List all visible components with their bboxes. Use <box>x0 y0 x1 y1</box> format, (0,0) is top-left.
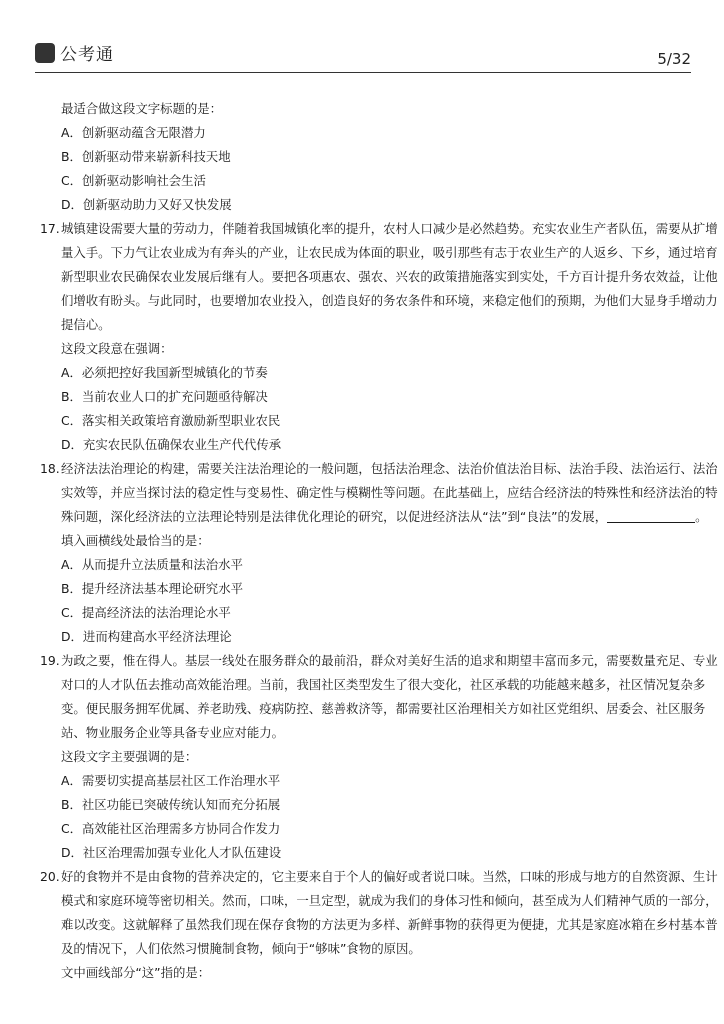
question-stem-line: 殊问题，深化经济法的立法理论特别是法律优化理论的研究，以促进经济法从“法”到“良法”的发展， 。 <box>61 509 708 524</box>
question-stem-line: 们增收有盼头。与此同时，也要增加农业投入，创造良好的务农条件和环境，来稳定他们的预期，为他们大显身手增动力 <box>61 293 718 308</box>
question-prompt: 这段文段意在强调： <box>61 341 173 356</box>
question-stem-line: 18.经济法法治理论的构建，需要关注法治理论的一般问题，包括法治理念、法治价值法治目标、法治手段、法治运行、法治 <box>40 457 690 481</box>
header-divider <box>35 72 691 73</box>
question-stem-line: 难以改变。这就解释了虽然我们现在保存食物的方法更为多样、新鲜事物的获得更为便捷，尤其是家庭冰箱在乡村基本普 <box>61 917 718 932</box>
question-stem-line: 新型职业农民确保农业发展后继有人。要把各项惠农、强农、兴农的政策措施落实到实处，千方百计提升务农效益，让他 <box>61 269 718 284</box>
brand-name: 公考通 <box>60 45 114 65</box>
option-b: B．社区功能已突破传统认知而充分拓展 <box>61 797 281 812</box>
question-stem-line: 对口的人才队伍去推动高效能治理。当前，我国社区类型发生了很大变化，社区承载的功能越来越多，社区情况复杂多 <box>61 677 706 692</box>
question-prompt: 这段文字主要强调的是： <box>61 749 198 764</box>
page-content <box>40 97 718 985</box>
question-prompt: 填入画横线处最恰当的是： <box>61 533 210 548</box>
question-stem-line: 模式和家庭环境等密切相关。然而，口味，一旦定型，就成为我们的身体习性和倾向，甚至成为人们精神气质的一部分， <box>61 893 718 908</box>
question-stem-line: 变。便民服务拥军优属、养老助残、疫病防控、慈善救济等，都需要社区治理相关方如社区党组织、居委会、社区服务 <box>61 701 706 716</box>
question-stem-line: 19.为政之要，惟在得人。基层一线处在服务群众的最前沿，群众对美好生活的追求和期望丰富而多元，需要数量充足、专业 <box>40 649 690 673</box>
option-a: A．从而提升立法质量和法治水平 <box>61 557 243 572</box>
question-stem-line: 及的情况下，人们依然习惯腌制食物，倾向于“够味”食物的原因。 <box>61 941 421 956</box>
option-d: D．进而构建高水平经济法理论 <box>61 629 232 644</box>
option-c: C．高效能社区治理需多方协同合作发力 <box>61 821 281 836</box>
question-number: 19. <box>40 653 60 668</box>
question-number: 18. <box>40 461 60 476</box>
option-a: A．需要切实提高基层社区工作治理水平 <box>61 773 281 788</box>
question-stem-line: 量入手。下力气让农业成为有奔头的产业，让农民成为体面的职业，吸引那些有志于农业生产的人返乡、下乡，通过培育 <box>61 245 718 260</box>
question-stem-line: 20.好的食物并不是由食物的营养决定的，它主要来自于个人的偏好或者说口味。当然，口味的形成与地方的自然资源、生计 <box>40 865 690 889</box>
question-stem-line: 17.城镇建设需要大量的劳动力，伴随着我国城镇化率的提升，农村人口减少是必然趋势。充实农业生产者队伍，需要从扩增 <box>40 217 690 241</box>
page-number: 5/32 <box>657 50 691 68</box>
option-d: D．社区治理需加强专业化人才队伍建设 <box>61 845 282 860</box>
page-header <box>0 0 724 80</box>
option-d: D．充实农民队伍确保农业生产代代传承 <box>61 437 282 452</box>
question-number: 17. <box>40 221 60 236</box>
option-b: B．当前农业人口的扩充问题亟待解决 <box>61 389 268 404</box>
option-c: C．创新驱动影响社会生活 <box>61 173 206 188</box>
logo-icon <box>35 43 55 63</box>
question-stem-line: 提信心。 <box>61 317 111 332</box>
question-stem-line: 实效等，并应当探讨法的稳定性与变易性、确定性与模糊性等问题。在此基础上，应结合经济法的特殊性和经济法治的特 <box>61 485 718 500</box>
option-c: C．落实相关政策培育激励新型职业农民 <box>61 413 281 428</box>
option-c: C．提高经济法的法治理论水平 <box>61 605 231 620</box>
option-a: A．必须把控好我国新型城镇化的节奏 <box>61 365 268 380</box>
question-prompt: 文中画线部分“这”指的是： <box>61 965 211 980</box>
question-stem-line: 站、物业服务企业等具备专业应对能力。 <box>61 725 285 740</box>
question-prompt: 最适合做这段文字标题的是： <box>61 101 223 116</box>
fill-blank <box>607 509 695 523</box>
option-a: A．创新驱动蕴含无限潜力 <box>61 125 206 140</box>
question-number: 20. <box>40 869 60 884</box>
option-b: B．提升经济法基本理论研究水平 <box>61 581 243 596</box>
option-b: B．创新驱动带来崭新科技天地 <box>61 149 231 164</box>
option-d: D．创新驱动助力又好又快发展 <box>61 197 232 212</box>
